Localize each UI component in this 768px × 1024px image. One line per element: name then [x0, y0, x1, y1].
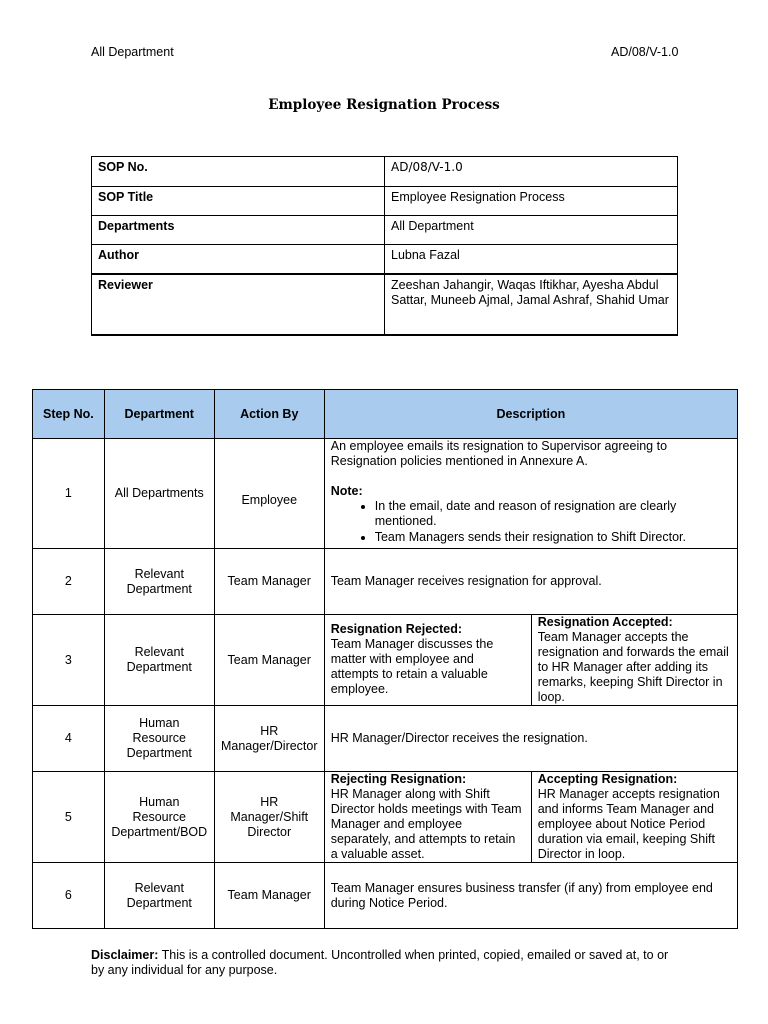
step-description [324, 772, 737, 863]
step-department: Relevant Department [104, 549, 214, 615]
accepting-title: Accepting Resignation: [537, 772, 678, 786]
step-number: 2 [33, 549, 105, 615]
author-value: Lubna Fazal [385, 245, 678, 275]
step-department: Relevant Department [104, 863, 214, 929]
reviewer-value: Zeeshan Jahangir, Waqas Iftikhar, Ayesha Abdul Sattar, Muneeb Ajmal, Jamal Ashraf, Shahid Umar [385, 274, 678, 335]
departments-row [92, 216, 678, 245]
sop-title-value: Employee Resignation Process [385, 187, 678, 216]
disclaimer [91, 948, 681, 978]
header-action-by: Action By [214, 390, 324, 439]
accepting-text: HR Manager accepts resignation and informs Team Manager and employee about Notice Period duration via email, keeping Shift Director in loop. [537, 787, 720, 861]
step-department: Human Resource Department/BOD [104, 772, 214, 863]
step-action-by: Team Manager [214, 863, 324, 929]
step-number: 5 [33, 772, 105, 863]
description-split [325, 772, 737, 862]
rejecting-title: Rejecting Resignation: [330, 772, 467, 786]
steps-header-row [33, 390, 738, 439]
step-number: 6 [33, 863, 105, 929]
accepted-text: Team Manager accepts the resignation and forwards the email to HR Manager after adding its remarks, keeping Shift Director in loop. [537, 630, 729, 704]
document-title: Employee Resignation Process [268, 97, 500, 113]
note-item: • Team Managers sends their resignation to Shift Director. [375, 530, 731, 545]
rejecting-text: HR Manager along with Shift Director holds meetings with Team Manager and employee separately, and attempts to retain a valuable asset. [330, 787, 522, 861]
accepted-title: Resignation Accepted: [537, 615, 673, 629]
table-row [33, 615, 738, 706]
description-split [325, 615, 737, 705]
table-row [33, 439, 738, 549]
step-description [324, 615, 737, 706]
reviewer-label: Reviewer [92, 274, 385, 335]
step-number: 1 [33, 439, 105, 549]
step-number: 3 [33, 615, 105, 706]
sop-title-label: SOP Title [92, 187, 385, 216]
step-action-by: Team Manager [214, 615, 324, 706]
step-action-by: HR Manager/Shift Director [214, 772, 324, 863]
rejecting-branch [325, 772, 532, 862]
table-row [33, 706, 738, 772]
author-label: Author [92, 245, 385, 275]
sop-no-row [92, 157, 678, 187]
step-description [324, 439, 737, 549]
step-action-by: HR Manager/Director [214, 706, 324, 772]
reviewer-row [92, 274, 678, 335]
rejected-text: Team Manager discusses the matter with employee and attempts to retain a valuable employee. [330, 637, 494, 696]
table-row [33, 549, 738, 615]
step-number: 4 [33, 706, 105, 772]
step-department: Relevant Department [104, 615, 214, 706]
header-document-code: AD/08/V-1.0 [611, 45, 679, 59]
step-department: Human Resource Department [104, 706, 214, 772]
sop-title-row [92, 187, 678, 216]
note-item: • In the email, date and reason of resignation are clearly mentioned. [375, 499, 731, 529]
sop-no-value: AD/08/V-1.0 [385, 157, 678, 187]
process-steps-table [32, 389, 738, 929]
step-department: All Departments [104, 439, 214, 549]
departments-label: Departments [92, 216, 385, 245]
sop-no-label: SOP No. [92, 157, 385, 187]
header-step-no: Step No. [33, 390, 105, 439]
departments-value: All Department [385, 216, 678, 245]
step-action-by: Team Manager [214, 549, 324, 615]
table-row [33, 772, 738, 863]
sop-info-table [91, 156, 678, 336]
accepting-branch [532, 772, 737, 862]
disclaimer-label: Disclaimer: [91, 948, 159, 962]
accepted-branch [532, 615, 737, 705]
author-row [92, 245, 678, 275]
header-department: All Department [91, 45, 174, 59]
note-label: Note: [330, 484, 363, 498]
step-description: Team Manager ensures business transfer (if any) from employee end during Notice Period. [324, 863, 737, 929]
disclaimer-text: This is a controlled document. Uncontrolled when printed, copied, emailed or saved at, to or by any individual for any purpose. [91, 948, 669, 977]
rejected-branch [325, 615, 532, 705]
note-list [331, 499, 731, 545]
table-row [33, 863, 738, 929]
rejected-title: Resignation Rejected: [330, 622, 463, 636]
header-description: Description [324, 390, 737, 439]
step-description: Team Manager receives resignation for approval. [324, 549, 737, 615]
step-description-text: An employee emails its resignation to Supervisor agreeing to Resignation policies mentioned in Annexure A. [330, 439, 668, 468]
step-action-by: Employee [214, 439, 324, 549]
step-description: HR Manager/Director receives the resignation. [324, 706, 737, 772]
header-department: Department [104, 390, 214, 439]
